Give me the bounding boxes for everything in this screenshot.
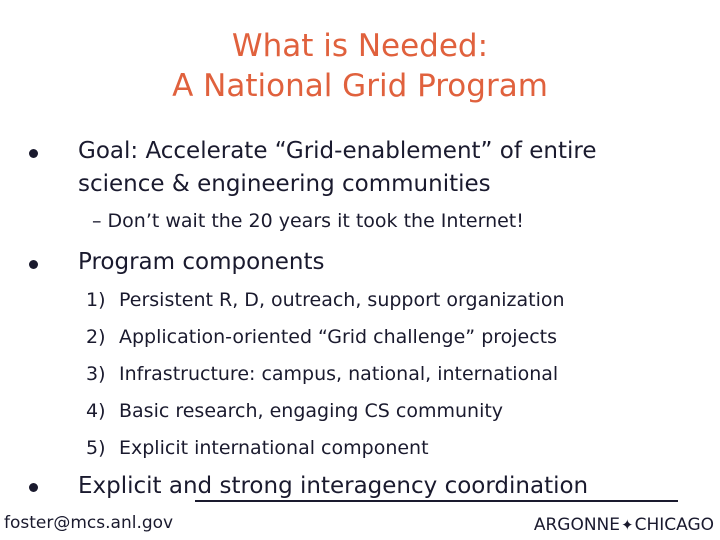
item-number: 5)	[86, 437, 106, 459]
bullet-dot-interagency	[29, 483, 38, 492]
component-item-5	[86, 435, 429, 461]
component-item-4	[86, 398, 503, 424]
bullet-dot-goal	[29, 149, 38, 158]
item-number: 4)	[86, 400, 106, 422]
footer-rule	[195, 500, 678, 502]
title-line-1: What is Needed:	[231, 28, 489, 64]
footer-organization	[534, 514, 714, 536]
org-argonne: ARGONNE	[533, 515, 620, 535]
component-item-3	[86, 361, 558, 387]
star-icon: ✦	[621, 516, 634, 534]
item-number: 1)	[86, 289, 106, 311]
item-number: 2)	[86, 326, 106, 348]
slide-title	[0, 26, 720, 106]
item-text: Infrastructure: campus, national, international	[119, 363, 559, 385]
title-line-2: A National Grid Program	[172, 68, 548, 104]
item-text: Explicit international component	[119, 437, 429, 459]
footer-email: foster@mcs.anl.gov	[4, 513, 174, 533]
bullet-goal-line-2: science & engineering communities	[78, 171, 491, 197]
bullet-goal-line-1: Goal: Accelerate “Grid-enablement” of entire	[78, 138, 597, 164]
component-item-2	[86, 324, 557, 350]
bullet-components: Program components	[78, 249, 325, 275]
item-text: Basic research, engaging CS community	[119, 400, 504, 422]
component-item-1	[86, 287, 565, 313]
org-chicago: CHICAGO	[634, 515, 714, 535]
item-number: 3)	[86, 363, 106, 385]
bullet-interagency: Explicit and strong interagency coordination	[78, 473, 589, 499]
item-text: Persistent R, D, outreach, support organization	[119, 289, 565, 311]
sub-bullet-internet: – Don’t wait the 20 years it took the Internet!	[92, 210, 524, 232]
bullet-dot-components	[29, 260, 38, 269]
item-text: Application-oriented “Grid challenge” projects	[119, 326, 558, 348]
